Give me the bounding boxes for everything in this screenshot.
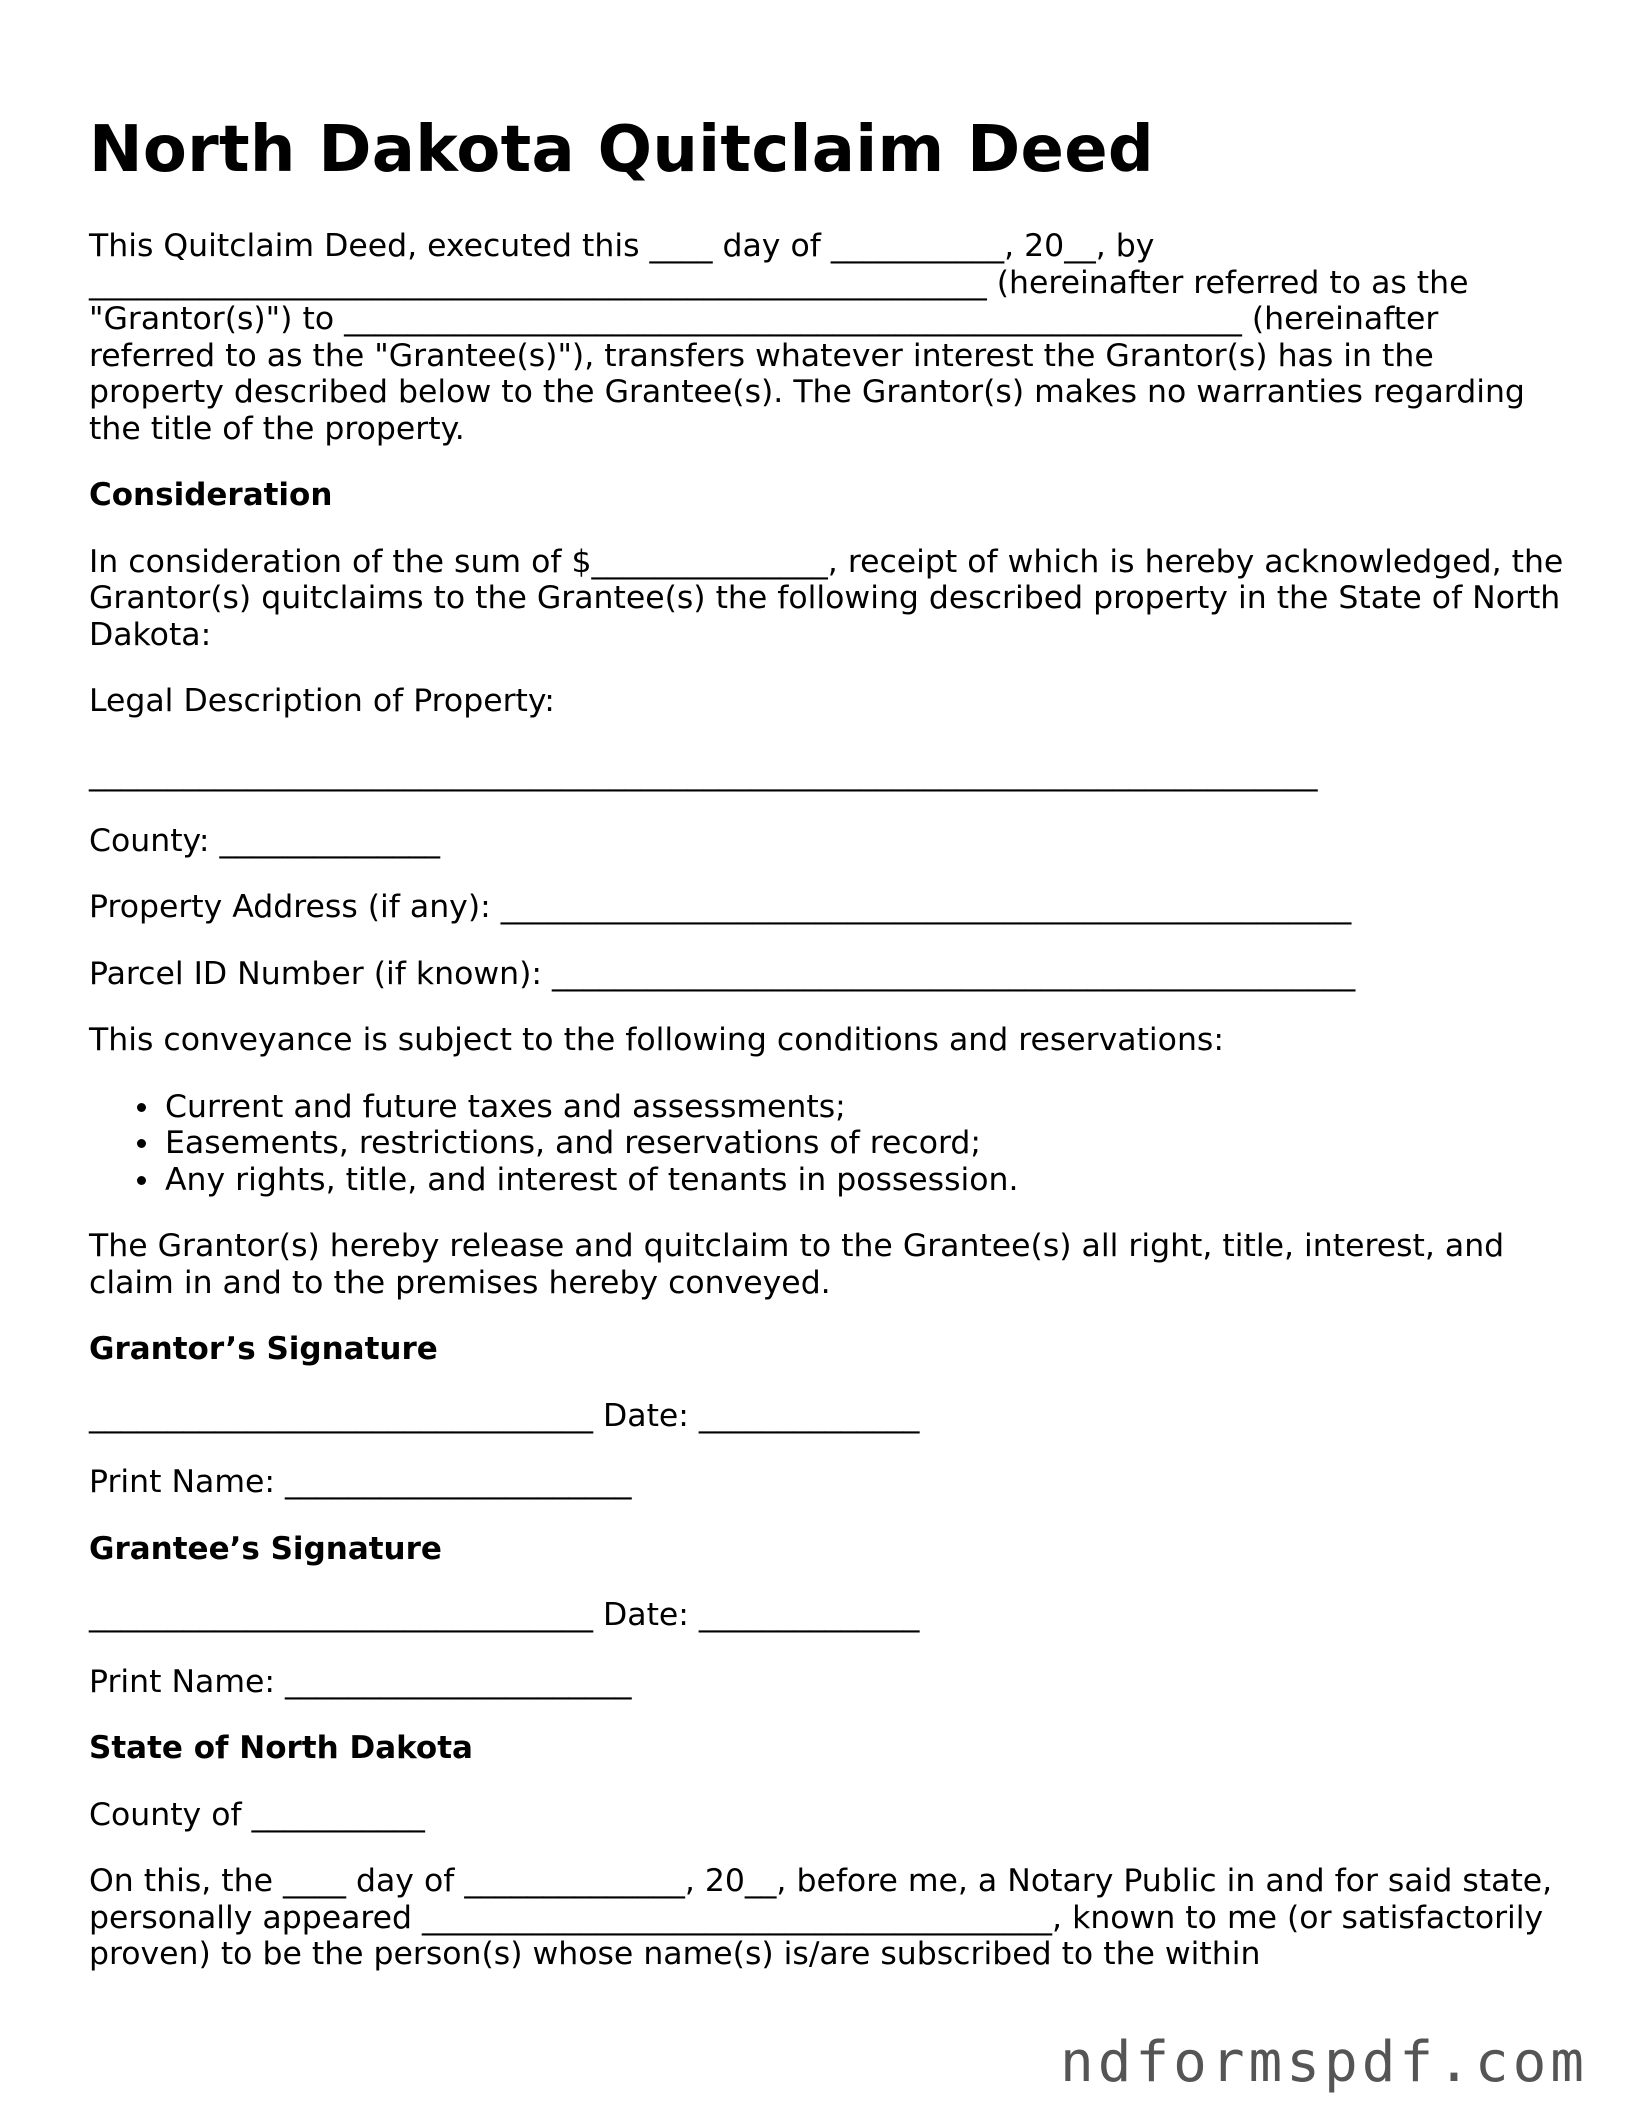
notary-state-heading: State of North Dakota: [89, 1730, 473, 1766]
consideration-paragraph: In consideration of the sum of $_______________, receipt of which is hereby acknowledged, the Grantor(s) quitclaims to the Grantee(s) the following described property in the State of North Dakota:: [89, 543, 1574, 653]
county-line: County: ______________: [89, 822, 441, 859]
list-item: Any rights, title, and interest of tenants in possession.: [165, 1162, 1569, 1199]
legal-description-label: Legal Description of Property:: [89, 683, 555, 719]
document-page: [89, 108, 1574, 2003]
intro-paragraph: This Quitclaim Deed, executed this ____ day of ___________, 20__, by _________________________________________________________ (hereinafter referred to as the "Grantor(s)") to _________________________________________________________ (hereinafter referred to as the "Grantee(s)"), transfers whatever interest the Grantor(s) has in the property described below to the Grantee(s). The Grantor(s) makes no warranties regarding the title of the property.: [89, 228, 1535, 447]
release-paragraph: The Grantor(s) hereby release and quitclaim to the Grantee(s) all right, title, interest, and claim in and to the premises hereby conveyed.: [89, 1228, 1515, 1301]
grantee-signature-heading: Grantee’s Signature: [89, 1530, 442, 1567]
grantee-signature-line: ________________________________ Date: ______________: [89, 1597, 920, 1633]
notary-county-line: County of ___________: [89, 1796, 425, 1833]
notary-paragraph: On this, the ____ day of ______________, 20__, before me, a Notary Public in and for said state, personally appeared ________________________________________, known to me (or satisfactorily proven) to be the person(s) whose name(s) is/are subscribed to the within: [89, 1863, 1563, 1972]
legal-description-gap: [89, 720, 1569, 757]
grantee-print-name-line: Print Name: ______________________: [89, 1663, 632, 1700]
list-item: Easements, restrictions, and reservations of record;: [165, 1125, 1569, 1162]
conditions-list: [89, 1089, 1569, 1199]
parcel-id-line: Parcel ID Number (if known): ___________________________________________________: [89, 955, 1356, 992]
document-title: North Dakota Quitclaim Deed: [89, 113, 1155, 187]
grantor-signature-heading: Grantor’s Signature: [89, 1331, 438, 1367]
legal-description-line: ______________________________________________________________________________: [89, 756, 1318, 792]
property-address-line: Property Address (if any): ______________________________________________________: [89, 889, 1352, 925]
watermark: ndformspdf.com: [1059, 2030, 1588, 2095]
list-item: Current and future taxes and assessments;: [165, 1089, 1569, 1126]
grantor-print-name-line: Print Name: ______________________: [89, 1464, 632, 1500]
grantor-signature-line: ________________________________ Date: ______________: [89, 1397, 920, 1434]
consideration-heading: Consideration: [89, 477, 333, 513]
conditions-intro: This conveyance is subject to the following conditions and reservations:: [89, 1022, 1224, 1058]
